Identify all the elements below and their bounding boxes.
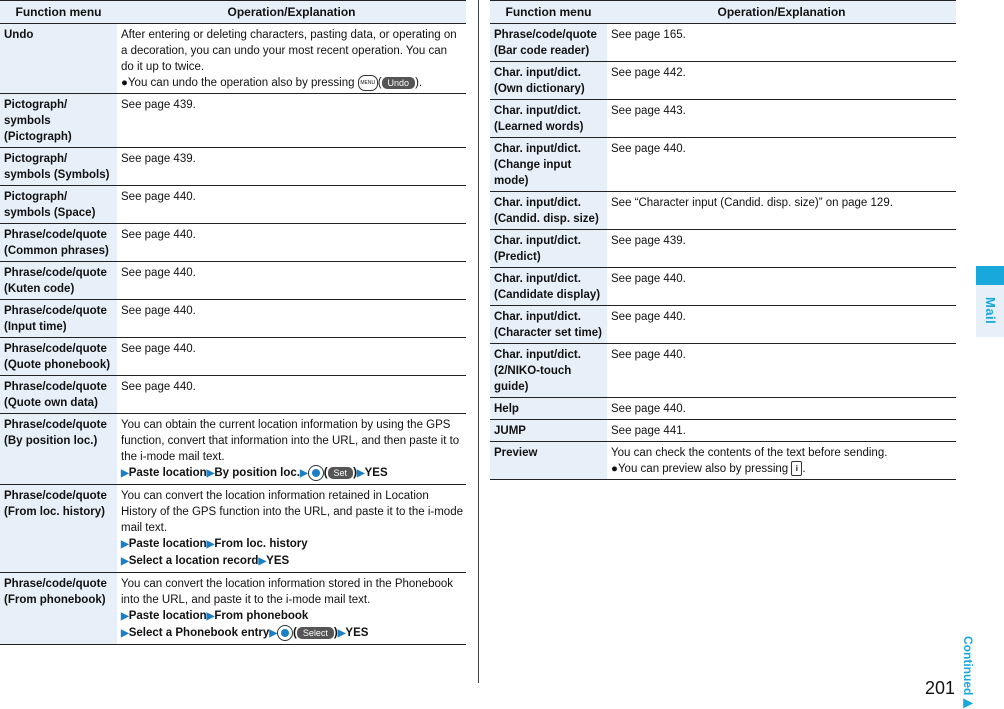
operation-text: See page 440.	[121, 305, 196, 318]
operation-cell	[607, 344, 956, 398]
operation-cell	[117, 224, 466, 262]
softkey-label: Set	[328, 467, 354, 479]
operation-text: See page 440.	[611, 143, 686, 155]
table-row	[490, 442, 956, 480]
step-label: Paste location	[128, 610, 207, 623]
operation-text: See page 440.	[121, 191, 196, 204]
softkey-label: Select	[297, 627, 334, 639]
operation-step	[121, 625, 463, 642]
i-key-icon: i	[791, 461, 802, 476]
operation-cell	[607, 420, 956, 442]
operation-step	[121, 465, 463, 482]
operation-step	[121, 553, 463, 570]
step-arrow-icon: ▶	[206, 468, 215, 480]
continued-arrow-icon: ▶	[961, 695, 975, 709]
step-arrow-icon: ▶	[121, 539, 129, 551]
operation-cell	[117, 300, 466, 338]
operation-text: See page 440.	[611, 403, 686, 415]
function-menu-cell: Phrase/code/quote (Quote phonebook)	[0, 338, 117, 376]
table-row	[490, 398, 956, 420]
undo-softkey: Undo	[382, 77, 416, 89]
operation-text: See page 440.	[611, 349, 686, 361]
note-text: ●You can undo the operation also by pressing	[121, 77, 358, 90]
table-row	[0, 186, 466, 224]
table-row	[0, 24, 466, 94]
enter-key-icon	[308, 465, 324, 481]
step-arrow-icon: ▶	[206, 539, 215, 551]
menu-key-icon: MENU	[358, 75, 378, 91]
operation-text: See page 443.	[611, 105, 686, 117]
operation-text: After entering or deleting characters, pasting data, or operating on a decoration, you can undo your most recent operation. You can do it up to twice.	[121, 29, 457, 73]
step-arrow-icon: ▶	[121, 611, 129, 623]
operation-text: See page 440.	[121, 229, 196, 242]
function-menu-cell: Phrase/code/quote (By position loc.)	[0, 414, 117, 485]
step-end: YES	[266, 555, 290, 568]
operation-note	[611, 461, 953, 477]
table-row	[0, 485, 466, 573]
section-tab	[976, 266, 1004, 285]
table-row	[490, 420, 956, 442]
operation-cell	[117, 485, 466, 573]
operation-text: See page 440.	[121, 343, 196, 356]
table-header-row	[0, 1, 466, 24]
table-row	[490, 100, 956, 138]
operation-text: You can check the contents of the text before sending.	[611, 447, 888, 459]
table-row	[0, 262, 466, 300]
step-label: By position loc.	[214, 467, 300, 480]
function-menu-cell: Phrase/code/quote (From loc. history)	[0, 485, 117, 573]
column-divider	[478, 0, 479, 683]
operation-cell	[117, 186, 466, 224]
function-menu-cell: Preview	[490, 442, 607, 480]
table-row	[0, 338, 466, 376]
step-label: Paste location	[128, 538, 207, 551]
operation-cell	[607, 24, 956, 62]
function-menu-cell: Char. input/dict. (Own dictionary)	[490, 62, 607, 100]
step-arrow-icon: ▶	[258, 556, 267, 568]
table-row	[0, 148, 466, 186]
operation-text: See page 440.	[611, 273, 686, 285]
note-text: ●You can preview also by pressing	[611, 463, 792, 475]
function-menu-cell: Char. input/dict. (Change input mode)	[490, 138, 607, 192]
operation-cell	[607, 192, 956, 230]
function-menu-cell: Char. input/dict. (Candidate display)	[490, 268, 607, 306]
function-table-right	[490, 0, 956, 480]
operation-cell	[607, 62, 956, 100]
paren-open: (	[323, 467, 328, 480]
operation-cell	[607, 268, 956, 306]
function-menu-cell: Char. input/dict. (Candid. disp. size)	[490, 192, 607, 230]
table-row	[490, 192, 956, 230]
operation-step	[121, 536, 463, 553]
page-number: 201	[925, 678, 956, 698]
function-menu-cell: Char. input/dict. (Predict)	[490, 230, 607, 268]
note-end: .	[802, 463, 806, 475]
table-row	[0, 414, 466, 485]
paren-close: )	[353, 467, 357, 480]
step-arrow-icon: ▶	[356, 468, 365, 480]
operation-cell	[607, 100, 956, 138]
table-row	[0, 300, 466, 338]
operation-cell	[117, 148, 466, 186]
operation-cell	[117, 376, 466, 414]
function-menu-cell: Phrase/code/quote (Kuten code)	[0, 262, 117, 300]
table-row	[490, 138, 956, 192]
function-menu-cell: Phrase/code/quote (Common phrases)	[0, 224, 117, 262]
function-menu-cell: Pictograph/ symbols (Pictograph)	[0, 94, 117, 148]
header-function-menu: Function menu	[0, 1, 117, 24]
operation-text: See page 440.	[121, 381, 196, 394]
operation-cell	[607, 306, 956, 344]
table-row	[490, 268, 956, 306]
operation-text: See page 439.	[611, 235, 686, 247]
function-menu-cell: Char. input/dict. (Learned words)	[490, 100, 607, 138]
operation-text: See page 441.	[611, 425, 686, 437]
paren-open: (	[293, 627, 297, 640]
table-row	[490, 230, 956, 268]
step-arrow-icon: ▶	[337, 628, 346, 640]
header-operation: Operation/Explanation	[117, 1, 466, 24]
step-arrow-icon: ▶	[300, 468, 308, 480]
operation-cell	[607, 138, 956, 192]
function-table-left	[0, 0, 466, 645]
function-menu-cell: Phrase/code/quote (Input time)	[0, 300, 117, 338]
step-label: Select a Phonebook entry	[128, 627, 270, 640]
step-label: Paste location	[128, 467, 207, 480]
function-menu-cell: Help	[490, 398, 607, 420]
operation-cell	[607, 230, 956, 268]
step-label: From loc. history	[214, 538, 308, 551]
table-row	[0, 224, 466, 262]
step-arrow-icon: ▶	[121, 468, 129, 480]
operation-text: See page 165.	[611, 29, 686, 41]
function-menu-cell: Pictograph/ symbols (Symbols)	[0, 148, 117, 186]
continued-label	[958, 636, 978, 709]
table-row	[490, 344, 956, 398]
operation-text: You can convert the location information retained in Location History of the GPS function into the URL, and paste it to the i-mode mail text.	[121, 490, 463, 535]
note-end: ).	[415, 77, 423, 90]
table-row	[490, 306, 956, 344]
operation-text: You can obtain the current location information by using the GPS function, convert that information into the URL, and then paste it to the i-mode mail text.	[121, 419, 460, 464]
step-arrow-icon: ▶	[121, 556, 129, 568]
operation-cell	[117, 262, 466, 300]
header-operation: Operation/Explanation	[607, 1, 956, 24]
function-menu-cell: Phrase/code/quote (Bar code reader)	[490, 24, 607, 62]
operation-text: You can convert the location information stored in the Phonebook into the URL, and paste it to the i-mode mail text.	[121, 578, 454, 607]
function-menu-cell: JUMP	[490, 420, 607, 442]
function-menu-cell: Undo	[0, 24, 117, 94]
operation-cell	[117, 573, 466, 645]
section-label: Mail	[983, 297, 998, 325]
step-arrow-icon: ▶	[206, 611, 215, 623]
operation-cell	[117, 94, 466, 148]
table-row	[490, 62, 956, 100]
step-end: YES	[345, 627, 369, 640]
step-arrow-icon: ▶	[269, 628, 278, 640]
function-menu-cell: Pictograph/ symbols (Space)	[0, 186, 117, 224]
operation-text: See page 440.	[611, 311, 686, 323]
header-function-menu: Function menu	[490, 1, 607, 24]
operation-cell	[117, 24, 466, 94]
continued-text: Continued	[961, 636, 975, 696]
operation-text: See “Character input (Candid. disp. size)” on page 129.	[611, 197, 893, 209]
table-header-row	[490, 1, 956, 24]
step-label: From phonebook	[214, 610, 309, 623]
operation-text: See page 439.	[121, 99, 196, 112]
step-arrow-icon: ▶	[121, 628, 129, 640]
function-menu-cell: Phrase/code/quote (From phonebook)	[0, 573, 117, 645]
step-end: YES	[364, 467, 388, 480]
paren-open: (	[377, 77, 382, 90]
operation-text: See page 440.	[121, 267, 196, 280]
table-row	[0, 573, 466, 645]
operation-cell	[117, 414, 466, 485]
function-menu-cell: Char. input/dict. (Character set time)	[490, 306, 607, 344]
operation-text: See page 442.	[611, 67, 686, 79]
operation-cell	[607, 442, 956, 480]
function-menu-cell: Char. input/dict. (2/NIKO-touch guide)	[490, 344, 607, 398]
table-row	[0, 376, 466, 414]
operation-cell	[607, 398, 956, 420]
step-label: Select a location record	[128, 555, 259, 568]
table-row	[0, 94, 466, 148]
operation-cell	[117, 338, 466, 376]
table-row	[490, 24, 956, 62]
paren-close: )	[333, 627, 338, 640]
function-menu-cell: Phrase/code/quote (Quote own data)	[0, 376, 117, 414]
operation-step	[121, 608, 463, 625]
enter-key-icon	[277, 625, 293, 641]
operation-text: See page 439.	[121, 153, 196, 166]
operation-note	[121, 75, 463, 91]
